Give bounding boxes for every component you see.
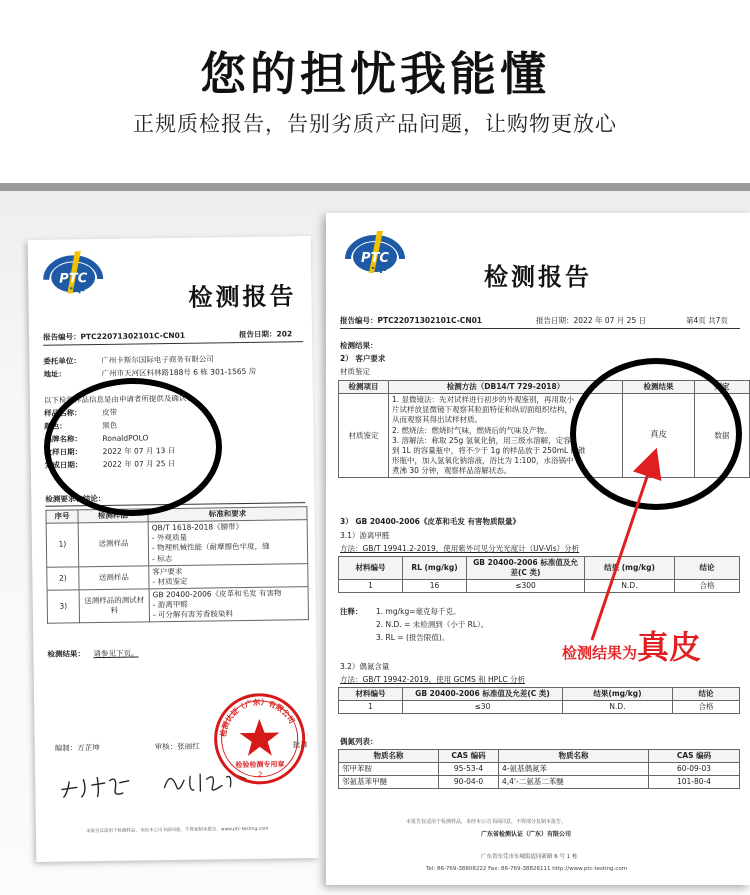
section-3-1: 3.1）游离甲醛 (340, 531, 390, 540)
left-report-title: 检测报告 (188, 282, 297, 312)
table-header: 检测项目 (339, 381, 389, 394)
reviewer-label: 审核：张丽红 (154, 741, 200, 752)
page-subtitle: 正规质检报告，告别劣质产品问题，让购物更放心 (133, 112, 617, 136)
address-value: 广州市天河区科林路188号 6 栋 301-1565 房 (101, 366, 257, 378)
sample-name-label: 样品名称： (44, 408, 82, 418)
azo-list-table (338, 749, 740, 789)
note-item: 1. mg/kg=毫克每千克。 (376, 607, 461, 616)
editor-label: 编制：万芷坤 (54, 743, 100, 753)
table-header: 结论 (673, 688, 740, 701)
table-header: 检测结果 (623, 381, 695, 394)
section-3-1-method: 方法：GB/T 19941.2-2019，使用紫外可见分光光度计（UV-Vis）分析 (340, 544, 580, 553)
section-3-heading: 3） GB 20400-2006《皮革和毛发 有害物质限量》 (340, 517, 521, 526)
conclusion-value: 请参见下页。 (93, 648, 139, 659)
table-row: 1 16 ≤300 N.D. 合格 (339, 580, 740, 593)
table-header: 判定 (695, 381, 750, 394)
report-date: 报告日期：2022 年 07 月 25 日 (536, 316, 647, 325)
right-footer-contact: Tel: 86-769-38808222 Fax: 86-769-38826111 http://www.ptc-testing.com (426, 866, 628, 872)
table-row: 邻甲苯胺 95-53-4 4-氨基偶氮苯 60-09-03 (339, 763, 740, 776)
right-report-page (326, 213, 750, 885)
color-value: 黑色 (102, 420, 118, 430)
table-header: 结果 (mg/kg) (585, 557, 675, 580)
ptc-logo-icon (42, 247, 105, 300)
result-heading: 检测结果： (340, 341, 378, 350)
note-item: 2. N.D. = 未检测到（小于 RL）。 (376, 620, 489, 629)
note-item: 3. RL = (报告限值)。 (376, 633, 450, 642)
receive-date-value: 2022 年 07 月 13 日 (102, 445, 176, 456)
table-header: RL (mg/kg) (403, 557, 467, 580)
table-row: 1 ≤30 N.D. 合格 (339, 701, 740, 714)
approver-label: 批准 (292, 740, 308, 750)
table-header: 物质名称 (499, 750, 649, 763)
table-header: 检测方法（DB14/T 729-2018） (389, 381, 623, 394)
right-report-title: 检测报告 (484, 263, 592, 291)
left-footer: 本报告仅适用于检测样品，未经本公司书面同意，不得复制本报告，www.ptc-testing.com (85, 826, 269, 835)
table-header: 物质名称 (339, 750, 439, 763)
client-label: 委托单位： (43, 356, 81, 366)
callout-prefix: 检测结果为 (562, 644, 638, 662)
table-row: 3) 送测样品的测试材料 GB 20400-2006《皮革和毛发 有害物 - 游离甲醛 - 可分解有害芳香胺染料 (47, 587, 308, 624)
svg-text:PTC: PTC (59, 271, 88, 287)
report-number: 报告编号：PTC22071302101C-CN01 (340, 316, 483, 325)
address-label: 地址： (43, 369, 67, 379)
section-3-2: 3.2）偶氮含量 (340, 662, 390, 671)
section-3-2-method: 方法：GB/T 19942-2019，使用 GCMS 和 HPLC 分析 (340, 675, 525, 684)
red-arrow-icon (570, 440, 670, 650)
azo-result-table (338, 687, 740, 714)
right-footer-line: 本报告仅适用于检测样品，未经本公司书面同意，不得部分复制本报告。 (406, 819, 567, 825)
table-header: 材料编号 (339, 557, 403, 580)
page-title: 您的担忧我能懂 (200, 47, 550, 101)
left-report-page (28, 236, 320, 862)
svg-text:检验检测专用章: 检验检测专用章 (235, 760, 285, 770)
color-label: 颜色： (44, 421, 67, 431)
section-heading: 检测要求和结论： (45, 493, 106, 504)
client-value: 广州卡斯尔国际电子商务有限公司 (101, 354, 214, 365)
brand-label: 品牌名称： (44, 434, 83, 444)
table-header: CAS 编码 (439, 750, 499, 763)
result-callout (562, 622, 701, 668)
ptc-logo-icon (344, 227, 406, 279)
sample-name-value: 皮带 (102, 407, 118, 417)
table-header: GB 20400-2006 标准值及允差(C 类) (467, 557, 585, 580)
table-row: 1) 送测样品 QB/T 1618-2018《腰带》 - 外观质量 - 物理机械性能（耐摩擦色牢度，缝 - 标志 (46, 520, 308, 567)
svg-text:PTC: PTC (361, 251, 389, 266)
info-note: 以下检测样品信息是由申请者所提供及确认： (43, 393, 194, 405)
svg-text:2: 2 (257, 770, 263, 779)
report-number: 报告编号：PTC22071302101C-CN01 (42, 330, 186, 342)
right-footer-address: 广东省东莞市东城街道同新路 6 号 1 栋 (481, 854, 578, 860)
table-row: 2) 送测样品 客户要求 - 材质鉴定 (47, 563, 308, 590)
finish-date-value: 2022 年 07 月 25 日 (102, 458, 176, 469)
material-id-label: 材质鉴定 (340, 367, 370, 376)
finish-date-label: 完成日期： (44, 460, 83, 470)
conclusion-label: 检测结果： (47, 649, 86, 659)
svg-text:检测认证（广东）有限公司: 检测认证（广东）有限公司 (218, 697, 297, 738)
right-footer-company: 广东省检测认证（广东）有限公司 (481, 831, 572, 838)
highlight-circle-left (44, 378, 222, 516)
table-row: 邻氨基苯甲醚 90-04-0 4,4'-二氨基二苯醚 101-80-4 (339, 776, 740, 789)
official-stamp-icon (209, 688, 310, 789)
brand-value: RonaldPOLO (102, 433, 149, 443)
left-requirements-table (45, 506, 309, 624)
editor-signature-icon (57, 771, 137, 802)
page-number: 第4页 共7页 (686, 316, 728, 325)
table-header: 结论 (675, 557, 740, 580)
callout-value: 真皮 (637, 628, 702, 666)
receive-date-label: 收样日期： (44, 447, 83, 457)
table-header: GB 20400-2006 标准值及允差(C 类) (403, 688, 563, 701)
client-requirement: 2） 客户要求 (340, 354, 386, 363)
divider-band (0, 183, 750, 191)
table-header: 结果(mg/kg) (563, 688, 673, 701)
table-header: 标准和要求 (148, 507, 307, 522)
table-header: 材料编号 (339, 688, 403, 701)
material-result: 真皮 (623, 394, 695, 478)
table-header: 序号 (46, 510, 78, 524)
table-header: CAS 编码 (649, 750, 740, 763)
formaldehyde-table (338, 556, 740, 593)
table-header: 检测样品 (78, 509, 148, 523)
notes-label: 注释： (340, 607, 363, 616)
report-date: 报告日期：202 (238, 329, 293, 340)
table-row: 材质鉴定 1. 显微镜法：先对试样进行初步的外观鉴别，再用取小 片试样放显微镜下观察其粒面特征和纵切面组织结构， 从而观察其得出试样材质。 2. 燃烧法：燃烧时气味，燃烧后的气味及产物。 3. 溶解法：称取 25g 氢氧化钠，用三级水溶解，定容 到 1L 的容量瓶中，将不少于 1g 的样品放于 250mL 的锥 形瓶中，加入氢氧化钠溶液，浴比为 1:100，水浴锅中 煮沸 30 分钟，观察样品溶解状态。 真皮 数据 (339, 394, 750, 478)
azo-list-label: 偶氮列表： (340, 737, 378, 746)
